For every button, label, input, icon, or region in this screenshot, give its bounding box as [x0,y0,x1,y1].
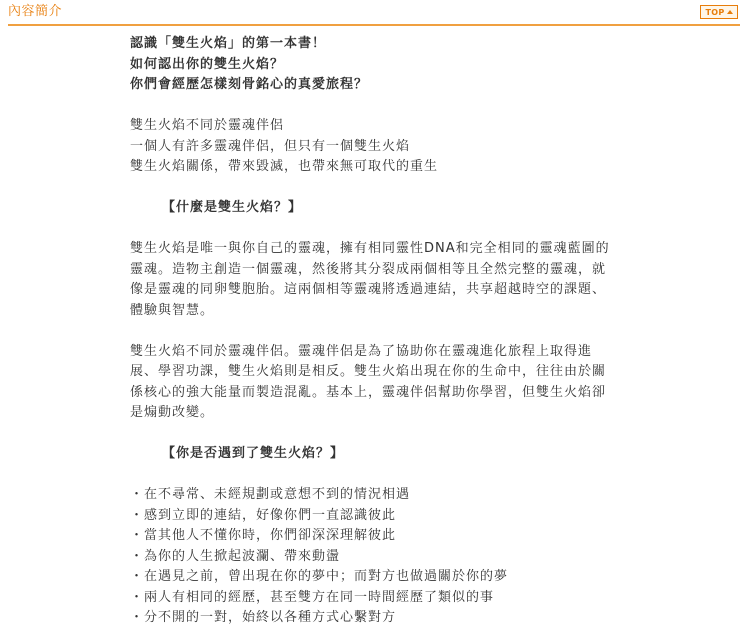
intro-headline: 認識「雙生火焰」的第一本書！ [130,36,327,51]
section-title: 內容簡介 [8,4,63,19]
list-item: ・兩人有相同的經歷，甚至雙方在同一時間經歷了類似的事 [130,589,495,605]
paragraph-line: 靈魂。造物主創造一個靈魂，然後將其分裂成兩個相等且全然完整的靈魂，就 [130,261,607,277]
up-arrow-icon [727,10,733,14]
section-divider [8,24,740,26]
list-item: ・為你的人生掀起波瀾、帶來動盪 [130,548,341,564]
intro-line: 雙生火焰關係，帶來毀滅，也帶來無可取代的重生 [130,159,439,174]
book-description [130,34,680,629]
intro-headline: 你們會經歷怎樣刻骨銘心的真愛旅程？ [130,77,369,92]
paragraph-line: 雙生火焰不同於靈魂伴侶。靈魂伴侶是為了協助你在靈魂進化旅程上取得進 [130,343,593,359]
paragraph-line: 是煽動改變。 [130,405,215,420]
list-item: ・感到立即的連結，好像你們一直認識彼此 [130,507,397,523]
list-item: ・分不開的一對，始終以各種方式心繫對方 [130,610,397,625]
section-heading-what-is: 【什麼是雙生火焰？】 [162,200,303,215]
intro-line: 雙生火焰不同於靈魂伴侶 [130,118,285,133]
top-label: TOP [705,7,725,17]
section-header [8,0,740,27]
list-item: ・當其他人不懂你時，你們卻深深理解彼此 [130,528,397,543]
paragraph-line: 體驗與智慧。 [130,302,215,318]
intro-line: 一個人有許多靈魂伴侶，但只有一個雙生火焰 [130,138,411,154]
paragraph-line: 展、學習功課，雙生火焰則是相反。雙生火焰出現在你的生命中，往往由於關 [130,364,607,379]
list-item: ・在遇見之前，曾出現在你的夢中；而對方也做過關於你的夢 [130,569,509,584]
list-item: ・在不尋常、未經規劃或意想不到的情況相遇 [130,487,411,502]
intro-headline: 如何認出你的雙生火焰？ [130,56,285,72]
section-heading-have-you-met: 【你是否遇到了雙生火焰？】 [162,446,345,461]
paragraph-line: 雙生火焰是唯一與你自己的靈魂，擁有相同靈性DNA和完全相同的靈魂藍圖的 [130,241,610,256]
paragraph-line: 像是靈魂的同卵雙胞胎。這兩個相等靈魂將透過連結，共享超越時空的課題、 [130,282,607,297]
back-to-top-button[interactable] [700,5,738,19]
paragraph-line: 係核心的強大能量而製造混亂。基本上，靈魂伴侶幫助你學習，但雙生火焰卻 [130,384,607,400]
sign-list [130,485,680,629]
